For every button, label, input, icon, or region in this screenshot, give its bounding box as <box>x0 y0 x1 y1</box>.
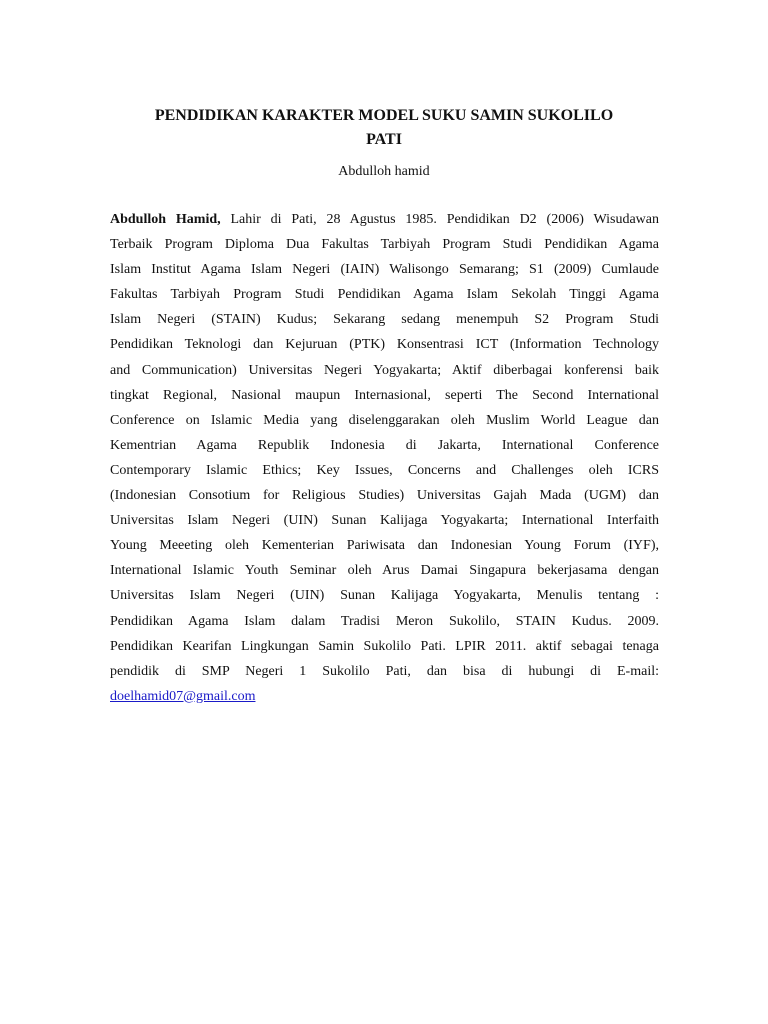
bio-line: Conference on Islamic Media yang diselenggarakan oleh Muslim World League dan <box>110 412 659 428</box>
bio-line: tingkat Regional, Nasional maupun Internasional, seperti The Second International <box>110 387 659 403</box>
bio-line: Contemporary Islamic Ethics; Key Issues, Concerns and Challenges oleh ICRS <box>110 462 659 478</box>
document-title <box>100 104 668 152</box>
bio-line: Pendidikan Agama Islam dalam Tradisi Meron Sukolilo, STAIN Kudus. 2009. <box>110 613 659 629</box>
author-biography <box>110 207 659 709</box>
bio-line: Universitas Islam Negeri (UIN) Sunan Kalijaga Yogyakarta, Menulis tentang : <box>110 588 659 604</box>
bio-text: Lahir di Pati, 28 Agustus 1985. Pendidikan D2 (2006) Wisudawan <box>220 212 659 227</box>
bio-line <box>110 684 659 709</box>
bio-line: Terbaik Program Diploma Dua Fakultas Tarbiyah Program Studi Pendidikan Agama <box>110 237 659 253</box>
bio-line: Young Meeeting oleh Kementerian Pariwisata dan Indonesian Young Forum (IYF), <box>110 538 659 554</box>
author-name: Abdulloh hamid <box>338 164 430 179</box>
bio-line: Pendidikan Kearifan Lingkungan Samin Sukolilo Pati. LPIR 2011. aktif sebagai tenaga <box>110 638 659 654</box>
bio-line <box>110 207 659 232</box>
email-link[interactable]: doelhamid07@gmail.com <box>110 688 256 704</box>
bio-line: Kementrian Agama Republik Indonesia di Jakarta, International Conference <box>110 437 659 453</box>
bio-line: International Islamic Youth Seminar oleh Arus Damai Singapura bekerjasama dengan <box>110 563 659 579</box>
bio-line: Islam Institut Agama Islam Negeri (IAIN) Walisongo Semarang; S1 (2009) Cumlaude <box>110 262 659 278</box>
bio-name: Abdulloh Hamid, <box>110 212 221 227</box>
bio-line: pendidik di SMP Negeri 1 Sukolilo Pati, dan bisa di hubungi di E-mail: <box>110 663 659 679</box>
bio-line: Universitas Islam Negeri (UIN) Sunan Kalijaga Yogyakarta; International Interfaith <box>110 513 659 529</box>
bio-line: Fakultas Tarbiyah Program Studi Pendidikan Agama Islam Sekolah Tinggi Agama <box>110 287 659 303</box>
title-line-2: PATI <box>366 131 402 148</box>
bio-line: and Communication) Universitas Negeri Yogyakarta; Aktif diberbagai konferensi baik <box>110 362 659 378</box>
bio-line: Islam Negeri (STAIN) Kudus; Sekarang sedang menempuh S2 Program Studi <box>110 312 659 328</box>
title-line-1: PENDIDIKAN KARAKTER MODEL SUKU SAMIN SUKOLILO <box>154 107 614 124</box>
bio-line: (Indonesian Consotium for Religious Studies) Universitas Gajah Mada (UGM) dan <box>110 488 659 504</box>
bio-line: Pendidikan Teknologi dan Kejuruan (PTK) Konsentrasi ICT (Information Technology <box>110 337 659 353</box>
